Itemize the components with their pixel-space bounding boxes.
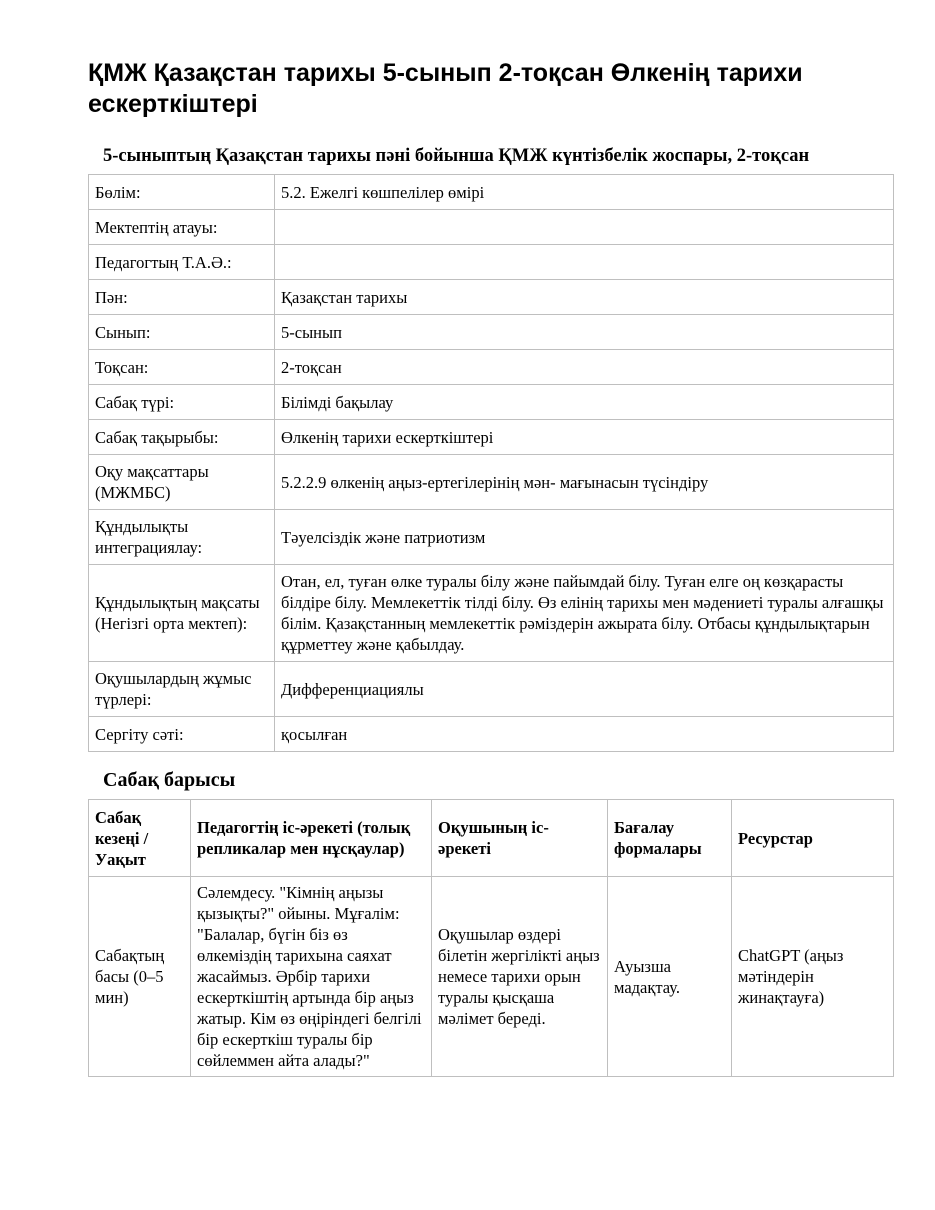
column-header-assessment: Бағалау формалары [608, 800, 732, 877]
info-value: 2-тоқсан [275, 350, 894, 385]
student-activity-cell: Оқушылар өздері білетін жергілікті аңыз немесе тарихи орын туралы қысқаша мәлімет береді. [432, 877, 608, 1077]
info-label: Педагогтың Т.А.Ә.: [89, 245, 275, 280]
lesson-row [89, 877, 894, 1077]
info-row [89, 350, 894, 385]
info-value: 5.2. Ежелгі көшпелілер өмірі [275, 175, 894, 210]
info-value: 5-сынып [275, 315, 894, 350]
info-row [89, 210, 894, 245]
info-row [89, 510, 894, 565]
info-label: Пән: [89, 280, 275, 315]
info-table [88, 174, 894, 752]
info-label: Сабақ тақырыбы: [89, 420, 275, 455]
info-row [89, 385, 894, 420]
resources-cell: ChatGPT (аңыз мәтіндерін жинақтауға) [732, 877, 894, 1077]
column-header-teacher-activity: Педагогтің іс-әрекеті (толық репликалар мен нұсқаулар) [191, 800, 432, 877]
info-row [89, 717, 894, 752]
info-row [89, 280, 894, 315]
info-label: Оқушылардың жұмыс түрлері: [89, 662, 275, 717]
info-table-body [89, 175, 894, 752]
lesson-stage-cell: Сабақтың басы (0–5 мин) [89, 877, 191, 1077]
info-label: Бөлім: [89, 175, 275, 210]
info-row [89, 565, 894, 662]
info-row [89, 175, 894, 210]
assessment-cell: Ауызша мадақтау. [608, 877, 732, 1077]
info-value: Білімді бақылау [275, 385, 894, 420]
info-value: Отан, ел, туған өлке туралы білу және пайымдай білу. Туған елге оң көзқарасты білдіре білу. Мемлекеттік тілді білу. Өз елінің тарихы мен мәдениеті туралы алғашқы білім. Қазақстанның мемлекеттік рәміздерін ажырата білу. Отбасы құндылықтарын құрметтеу және қабылдау. [275, 565, 894, 662]
info-row [89, 455, 894, 510]
info-label: Оқу мақсаттары (МЖМБС) [89, 455, 275, 510]
info-value: 5.2.2.9 өлкенің аңыз-ертегілерінің мән- мағынасын түсіндіру [275, 455, 894, 510]
column-header-stage: Сабақ кезеңі / Уақыт [89, 800, 191, 877]
info-value: Дифференциациялы [275, 662, 894, 717]
info-value: қосылған [275, 717, 894, 752]
info-label: Сабақ түрі: [89, 385, 275, 420]
lesson-header-row [89, 800, 894, 877]
info-value [275, 210, 894, 245]
info-label: Тоқсан: [89, 350, 275, 385]
info-label: Сергіту сәті: [89, 717, 275, 752]
info-value: Тәуелсіздік және патриотизм [275, 510, 894, 565]
info-label: Құндылықты интеграциялау: [89, 510, 275, 565]
info-row [89, 662, 894, 717]
info-value [275, 245, 894, 280]
info-label: Сынып: [89, 315, 275, 350]
document-subtitle: 5-сыныптың Қазақстан тарихы пәні бойынша ҚМЖ күнтізбелік жоспары, 2-тоқсан [103, 146, 810, 166]
info-row [89, 245, 894, 280]
info-value: Өлкенің тарихи ескерткіштері [275, 420, 894, 455]
lesson-table [88, 799, 894, 1077]
lesson-heading: Сабақ барысы [103, 769, 236, 791]
info-label: Құндылықтың мақсаты (Негізгі орта мектеп): [89, 565, 275, 662]
document-title: ҚМЖ Қазақстан тарихы 5-сынып 2-тоқсан Өлкенің тарихи ескерткіштері [88, 59, 803, 118]
column-header-resources: Ресурстар [732, 800, 894, 877]
info-row [89, 420, 894, 455]
teacher-activity-cell: Сәлемдесу. "Кімнің аңызы қызықты?" ойыны. Мұғалім: "Балалар, бүгін біз өз өлкеміздің тарихына саяхат жасаймыз. Әрбір тарихи ескерткіштің артында бір аңыз жатыр. Кім өз өңіріндегі белгілі бір ескерткіш туралы бір сөйлеммен айта алады?" [191, 877, 432, 1077]
column-header-student-activity: Оқушының іс-әрекеті [432, 800, 608, 877]
document-page [88, 58, 893, 1077]
info-value: Қазақстан тарихы [275, 280, 894, 315]
info-label: Мектептің атауы: [89, 210, 275, 245]
info-row [89, 315, 894, 350]
